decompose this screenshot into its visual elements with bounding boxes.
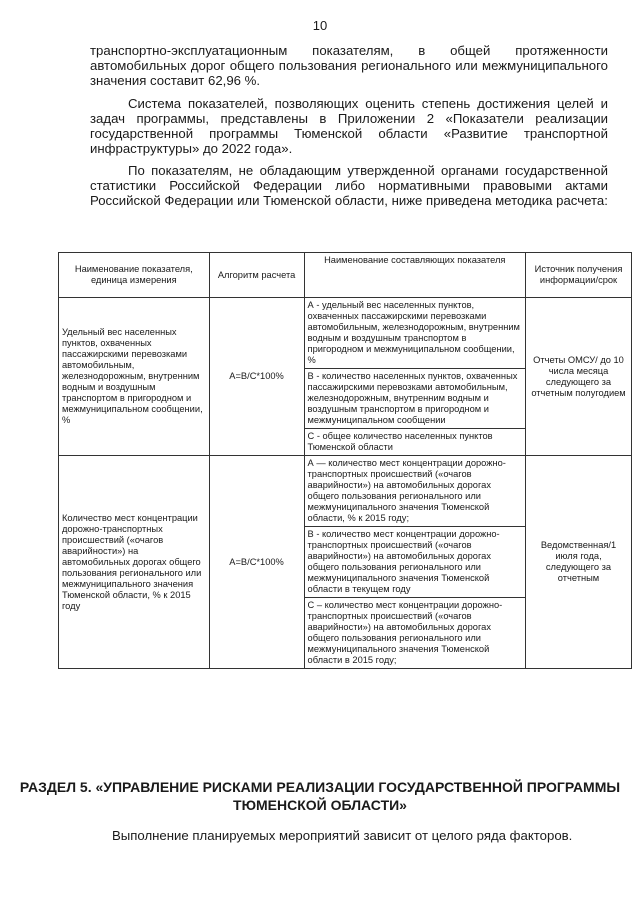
section-title: РАЗДЕЛ 5. «УПРАВЛЕНИЕ РИСКАМИ РЕАЛИЗАЦИИ ГОСУДАРСТВЕННОЙ ПРОГРАММЫ ТЮМЕНСКОЙ ОБЛАСТИ» <box>19 779 621 813</box>
paragraph-4: Выполнение планируемых мероприятий зависит от целого ряда факторов. <box>112 828 573 843</box>
paragraph-1: транспортно-эксплуатационным показателям, в общей протяженности автомобильных дорог общего пользования регионального или межмуниципального значения составит 62,96 %. <box>90 43 608 88</box>
page-number: 10 <box>312 18 328 33</box>
row-1-component-a: А - удельный вес населенных пунктов, охваченных пассажирскими перевозками автомобильным, железнодорожным, внутренним водным и воздушным транспортом в пригородном и межмуниципальном сообщении, % <box>305 298 525 369</box>
row-1-source: Отчеты ОМСУ/ до 10 числа месяца следующего за отчетным полугодием <box>526 298 632 456</box>
row-1-algorithm: А=В/С*100% <box>209 298 304 456</box>
table-row <box>59 456 632 669</box>
paragraph-2: Система показателей, позволяющих оценить степень достижения целей и задач программы, представлены в Приложении 2 «Показатели реализации государственной программы Тюменской области «Развитие транспортной инфраструктуры» до 2022 года». <box>90 96 608 156</box>
row-2-source: Ведомственная/1 июля года, следующего за отчетным <box>526 456 632 669</box>
row-2-component-a: А — количество мест концентрации дорожно-транспортных происшествий («очагов аварийности») на автомобильных дорогах общего пользования регионального или межмуниципального значения Тюменской области, % к 2015 году; <box>305 456 525 527</box>
row-2-name: Количество мест концентрации дорожно-транспортных происшествий («очагов аварийности») на автомобильных дорогах общего пользования регионального или межмуниципального значения Тюменской области, % к 2015 году <box>59 456 210 669</box>
indicators-table <box>58 252 632 669</box>
row-1-component-c: С - общее количество населенных пунктов Тюменской области <box>307 431 493 452</box>
row-2-components <box>304 456 525 669</box>
header-source: Источник получения информации/срок <box>526 253 632 298</box>
paragraph-3: По показателям, не обладающим утвержденной органами государственной статистики Российской Федерации либо нормативными правовыми актами Российской Федерации или Тюменской области, ниже приведена методика расчета: <box>90 163 608 208</box>
header-name: Наименование показателя, единица измерения <box>59 253 210 298</box>
table-row <box>59 298 632 456</box>
row-1-components <box>304 298 525 456</box>
table-header-row <box>59 253 632 298</box>
row-2-component-c: С – количество мест концентрации дорожно-транспортных происшествий («очагов аварийности») на автомобильных дорогах общего пользования регионального или межмуниципального значения Тюменской области в 2015 году; <box>307 600 503 665</box>
row-1-component-b: В - количество населенных пунктов, охваченных пассажирскими перевозками автомобильным, железнодорожным, внутренним водным и воздушным транспортом в пригородном и межмуниципальном сообщении <box>305 369 525 429</box>
header-components: Наименование составляющих показателя <box>304 253 525 298</box>
row-2-component-b: В - количество мест концентрации дорожно-транспортных происшествий («очагов аварийности») на автомобильных дорогах общего пользования регионального или межмуниципального значения Тюменской области в текущем году <box>305 527 525 598</box>
row-2-algorithm: А=В/С*100% <box>209 456 304 669</box>
header-algorithm: Алгоритм расчета <box>209 253 304 298</box>
row-1-name: Удельный вес населенных пунктов, охваченных пассажирскими перевозками автомобильным, железнодорожным, внутренним водным и воздушным транспортом в пригородном и межмуниципальном сообщении, % <box>59 298 210 456</box>
